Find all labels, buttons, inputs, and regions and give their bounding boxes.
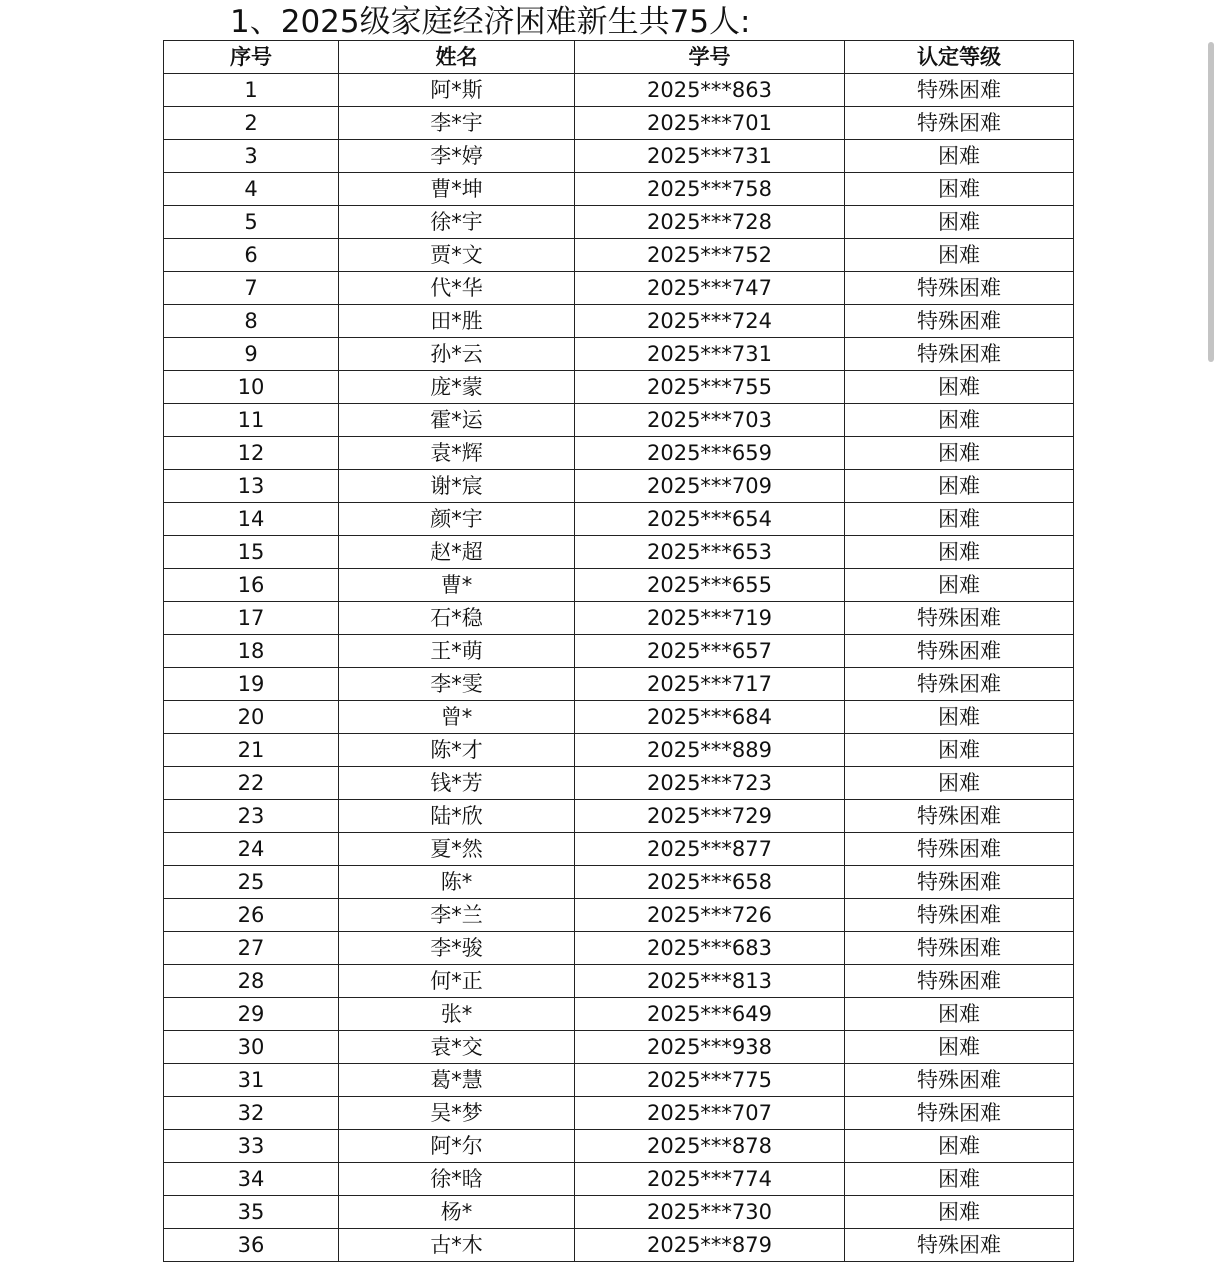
cell-level: 特殊困难: [845, 800, 1074, 833]
document-title: 1、2025级家庭经济困难新生共75人:: [230, 4, 751, 40]
cell-level: 特殊困难: [845, 338, 1074, 371]
cell-level: 特殊困难: [845, 833, 1074, 866]
table-row: [164, 272, 1074, 305]
cell-index: 22: [164, 767, 339, 800]
cell-student-id: 2025***726: [575, 899, 845, 932]
vertical-scrollbar[interactable]: [1208, 40, 1214, 1267]
cell-name: 庞*蒙: [339, 371, 575, 404]
cell-index: 28: [164, 965, 339, 998]
cell-student-id: 2025***813: [575, 965, 845, 998]
cell-level: 困难: [845, 1130, 1074, 1163]
table-row: [164, 635, 1074, 668]
cell-level: 特殊困难: [845, 272, 1074, 305]
cell-name: 袁*交: [339, 1031, 575, 1064]
table-row: [164, 1031, 1074, 1064]
table-row: [164, 602, 1074, 635]
cell-index: 12: [164, 437, 339, 470]
table-row: [164, 668, 1074, 701]
table-row: [164, 1097, 1074, 1130]
cell-student-id: 2025***863: [575, 74, 845, 107]
cell-index: 31: [164, 1064, 339, 1097]
cell-level: 特殊困难: [845, 107, 1074, 140]
cell-index: 18: [164, 635, 339, 668]
cell-student-id: 2025***730: [575, 1196, 845, 1229]
cell-index: 21: [164, 734, 339, 767]
cell-name: 钱*芳: [339, 767, 575, 800]
table-row: [164, 833, 1074, 866]
cell-name: 陈*: [339, 866, 575, 899]
cell-student-id: 2025***879: [575, 1229, 845, 1262]
cell-name: 谢*宸: [339, 470, 575, 503]
cell-index: 10: [164, 371, 339, 404]
cell-name: 杨*: [339, 1196, 575, 1229]
cell-level: 特殊困难: [845, 668, 1074, 701]
cell-index: 23: [164, 800, 339, 833]
table-row: [164, 371, 1074, 404]
cell-name: 葛*慧: [339, 1064, 575, 1097]
table-row: [164, 932, 1074, 965]
cell-student-id: 2025***877: [575, 833, 845, 866]
table-row: [164, 503, 1074, 536]
cell-student-id: 2025***709: [575, 470, 845, 503]
cell-student-id: 2025***758: [575, 173, 845, 206]
table-row: [164, 437, 1074, 470]
cell-index: 27: [164, 932, 339, 965]
cell-level: 困难: [845, 1031, 1074, 1064]
cell-index: 29: [164, 998, 339, 1031]
table-row: [164, 107, 1074, 140]
cell-name: 夏*然: [339, 833, 575, 866]
cell-student-id: 2025***659: [575, 437, 845, 470]
cell-student-id: 2025***717: [575, 668, 845, 701]
cell-index: 3: [164, 140, 339, 173]
cell-name: 王*萌: [339, 635, 575, 668]
cell-student-id: 2025***878: [575, 1130, 845, 1163]
cell-student-id: 2025***723: [575, 767, 845, 800]
table-row: [164, 536, 1074, 569]
cell-index: 25: [164, 866, 339, 899]
cell-name: 田*胜: [339, 305, 575, 338]
cell-level: 特殊困难: [845, 305, 1074, 338]
table-row: [164, 1196, 1074, 1229]
cell-index: 35: [164, 1196, 339, 1229]
cell-level: 特殊困难: [845, 635, 1074, 668]
cell-student-id: 2025***654: [575, 503, 845, 536]
cell-student-id: 2025***701: [575, 107, 845, 140]
table-row: [164, 173, 1074, 206]
cell-name: 徐*晗: [339, 1163, 575, 1196]
cell-index: 14: [164, 503, 339, 536]
cell-level: 困难: [845, 767, 1074, 800]
cell-level: 困难: [845, 371, 1074, 404]
cell-name: 阿*斯: [339, 74, 575, 107]
table-row: [164, 569, 1074, 602]
cell-index: 19: [164, 668, 339, 701]
cell-level: 困难: [845, 470, 1074, 503]
cell-level: 特殊困难: [845, 74, 1074, 107]
header-student-id: 学号: [575, 41, 845, 74]
cell-level: 困难: [845, 536, 1074, 569]
cell-name: 石*稳: [339, 602, 575, 635]
cell-level: 困难: [845, 701, 1074, 734]
cell-level: 特殊困难: [845, 602, 1074, 635]
cell-student-id: 2025***657: [575, 635, 845, 668]
header-index: 序号: [164, 41, 339, 74]
table-row: [164, 1163, 1074, 1196]
header-name: 姓名: [339, 41, 575, 74]
header-level: 认定等级: [845, 41, 1074, 74]
cell-index: 34: [164, 1163, 339, 1196]
cell-student-id: 2025***731: [575, 140, 845, 173]
student-table: [163, 40, 1074, 1262]
table-row: [164, 140, 1074, 173]
cell-student-id: 2025***747: [575, 272, 845, 305]
table-row: [164, 1064, 1074, 1097]
table-row: [164, 866, 1074, 899]
cell-index: 16: [164, 569, 339, 602]
cell-level: 特殊困难: [845, 932, 1074, 965]
cell-index: 4: [164, 173, 339, 206]
cell-student-id: 2025***724: [575, 305, 845, 338]
cell-student-id: 2025***775: [575, 1064, 845, 1097]
cell-student-id: 2025***684: [575, 701, 845, 734]
cell-name: 孙*云: [339, 338, 575, 371]
cell-student-id: 2025***653: [575, 536, 845, 569]
cell-name: 阿*尔: [339, 1130, 575, 1163]
cell-name: 何*正: [339, 965, 575, 998]
table-row: [164, 1130, 1074, 1163]
cell-name: 吴*梦: [339, 1097, 575, 1130]
cell-student-id: 2025***703: [575, 404, 845, 437]
cell-student-id: 2025***729: [575, 800, 845, 833]
table-row: [164, 734, 1074, 767]
cell-level: 特殊困难: [845, 1064, 1074, 1097]
cell-index: 8: [164, 305, 339, 338]
table-row: [164, 305, 1074, 338]
cell-name: 李*兰: [339, 899, 575, 932]
table-row: [164, 701, 1074, 734]
cell-student-id: 2025***938: [575, 1031, 845, 1064]
cell-level: 困难: [845, 404, 1074, 437]
scrollbar-thumb[interactable]: [1208, 42, 1214, 362]
cell-level: 困难: [845, 1196, 1074, 1229]
cell-name: 霍*运: [339, 404, 575, 437]
cell-index: 32: [164, 1097, 339, 1130]
cell-index: 2: [164, 107, 339, 140]
cell-name: 李*雯: [339, 668, 575, 701]
table-row: [164, 965, 1074, 998]
cell-name: 陈*才: [339, 734, 575, 767]
cell-index: 36: [164, 1229, 339, 1262]
cell-index: 30: [164, 1031, 339, 1064]
cell-name: 陆*欣: [339, 800, 575, 833]
cell-student-id: 2025***731: [575, 338, 845, 371]
cell-name: 赵*超: [339, 536, 575, 569]
table-row: [164, 998, 1074, 1031]
cell-student-id: 2025***719: [575, 602, 845, 635]
cell-name: 张*: [339, 998, 575, 1031]
table-row: [164, 239, 1074, 272]
cell-name: 李*宇: [339, 107, 575, 140]
table-row: [164, 800, 1074, 833]
cell-index: 13: [164, 470, 339, 503]
cell-name: 李*婷: [339, 140, 575, 173]
cell-level: 困难: [845, 239, 1074, 272]
table-row: [164, 74, 1074, 107]
cell-student-id: 2025***774: [575, 1163, 845, 1196]
cell-student-id: 2025***658: [575, 866, 845, 899]
cell-name: 曹*坤: [339, 173, 575, 206]
cell-index: 20: [164, 701, 339, 734]
table-row: [164, 470, 1074, 503]
table-row: [164, 404, 1074, 437]
cell-name: 代*华: [339, 272, 575, 305]
cell-level: 特殊困难: [845, 965, 1074, 998]
cell-level: 特殊困难: [845, 1229, 1074, 1262]
cell-level: 困难: [845, 206, 1074, 239]
cell-index: 7: [164, 272, 339, 305]
cell-level: 特殊困难: [845, 866, 1074, 899]
cell-student-id: 2025***755: [575, 371, 845, 404]
cell-name: 李*骏: [339, 932, 575, 965]
cell-index: 9: [164, 338, 339, 371]
table-row: [164, 899, 1074, 932]
cell-level: 困难: [845, 140, 1074, 173]
cell-name: 曾*: [339, 701, 575, 734]
cell-level: 特殊困难: [845, 899, 1074, 932]
cell-name: 贾*文: [339, 239, 575, 272]
cell-index: 1: [164, 74, 339, 107]
cell-index: 6: [164, 239, 339, 272]
cell-name: 袁*辉: [339, 437, 575, 470]
cell-student-id: 2025***655: [575, 569, 845, 602]
cell-student-id: 2025***649: [575, 998, 845, 1031]
cell-level: 特殊困难: [845, 1097, 1074, 1130]
cell-student-id: 2025***683: [575, 932, 845, 965]
cell-index: 24: [164, 833, 339, 866]
cell-name: 徐*宇: [339, 206, 575, 239]
cell-level: 困难: [845, 998, 1074, 1031]
cell-index: 26: [164, 899, 339, 932]
cell-level: 困难: [845, 437, 1074, 470]
cell-index: 17: [164, 602, 339, 635]
cell-level: 困难: [845, 734, 1074, 767]
cell-level: 困难: [845, 173, 1074, 206]
cell-level: 困难: [845, 569, 1074, 602]
cell-student-id: 2025***728: [575, 206, 845, 239]
cell-index: 11: [164, 404, 339, 437]
cell-student-id: 2025***707: [575, 1097, 845, 1130]
table-header-row: [164, 41, 1074, 74]
cell-index: 15: [164, 536, 339, 569]
cell-level: 困难: [845, 1163, 1074, 1196]
table-row: [164, 206, 1074, 239]
table-row: [164, 338, 1074, 371]
cell-index: 5: [164, 206, 339, 239]
cell-student-id: 2025***889: [575, 734, 845, 767]
cell-index: 33: [164, 1130, 339, 1163]
cell-name: 古*木: [339, 1229, 575, 1262]
table-row: [164, 1229, 1074, 1262]
cell-name: 颜*宇: [339, 503, 575, 536]
table-row: [164, 767, 1074, 800]
cell-level: 困难: [845, 503, 1074, 536]
table-body: [164, 74, 1074, 1262]
cell-student-id: 2025***752: [575, 239, 845, 272]
cell-name: 曹*: [339, 569, 575, 602]
